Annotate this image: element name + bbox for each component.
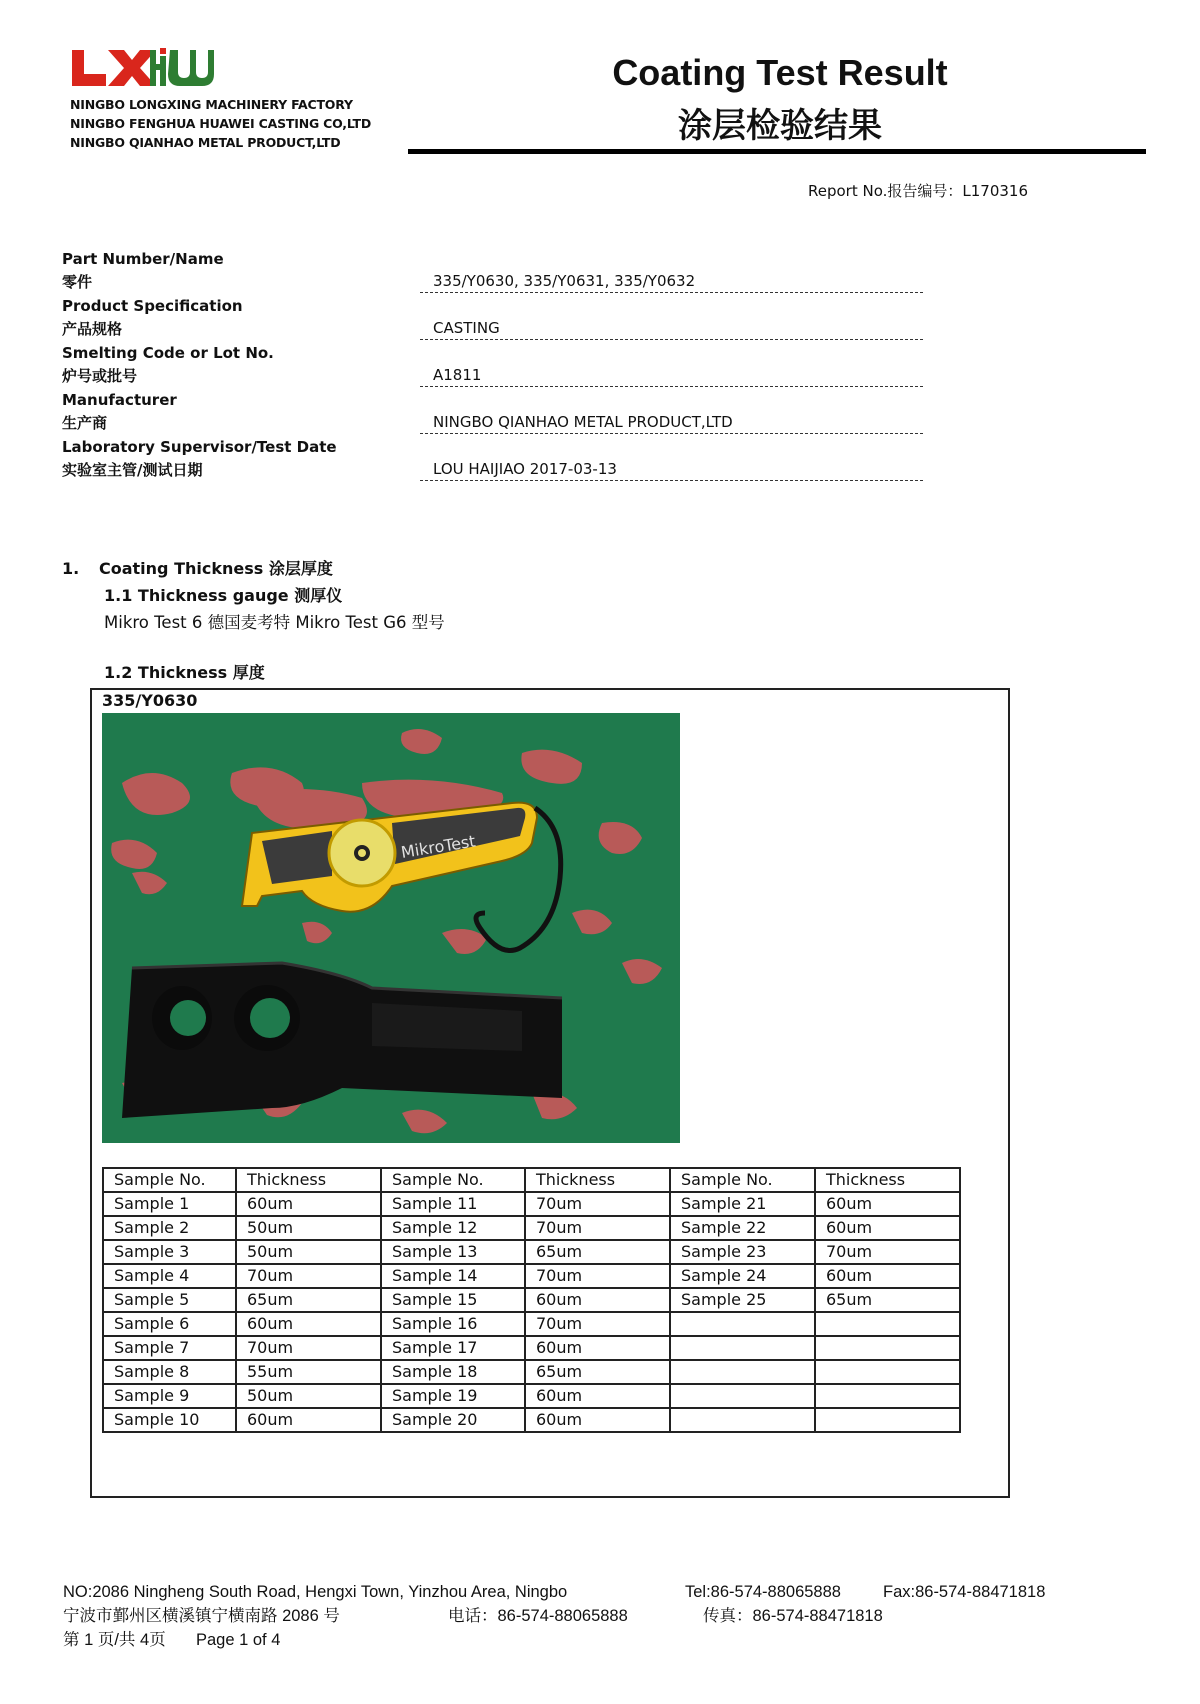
table-cell: 50um [236, 1216, 381, 1240]
table-cell: 60um [236, 1312, 381, 1336]
table-cell [815, 1360, 960, 1384]
title-divider [408, 149, 1146, 154]
table-header-row [103, 1168, 960, 1192]
label-cn: 实验室主管/测试日期 [62, 461, 203, 479]
table-cell: 65um [525, 1360, 670, 1384]
hw-logo-icon [150, 48, 214, 86]
company-names [70, 95, 371, 152]
table-cell [670, 1384, 815, 1408]
label-cn: 生产商 [62, 414, 108, 432]
field-label-product-spec [62, 295, 243, 341]
table-row [103, 1312, 960, 1336]
label-cn: 零件 [62, 273, 93, 291]
table-cell: Sample 12 [381, 1216, 525, 1240]
table-cell: Sample 23 [670, 1240, 815, 1264]
label-en: Laboratory Supervisor/Test Date [62, 438, 337, 456]
table-cell: Sample 9 [103, 1384, 236, 1408]
header-cell: Thickness [525, 1168, 670, 1192]
table-cell: Sample 20 [381, 1408, 525, 1432]
table-cell: Sample 14 [381, 1264, 525, 1288]
table-row [103, 1336, 960, 1360]
table-cell: 60um [815, 1216, 960, 1240]
footer-page-cn: 第 1 页/共 4页 [63, 1631, 166, 1649]
table-row [103, 1408, 960, 1432]
gauge-model: Mikro Test 6 德国麦考特 Mikro Test G6 型号 [104, 613, 445, 632]
field-label-lot-no [62, 342, 274, 388]
table-row [103, 1384, 960, 1408]
table-cell: 70um [525, 1264, 670, 1288]
table-row [103, 1240, 960, 1264]
table-cell: Sample 2 [103, 1216, 236, 1240]
section-number: 1. [62, 559, 80, 578]
table-cell [670, 1360, 815, 1384]
field-label-supervisor-date [62, 436, 337, 482]
table-cell: Sample 16 [381, 1312, 525, 1336]
table-cell [815, 1408, 960, 1432]
table-cell: Sample 22 [670, 1216, 815, 1240]
table-cell: 70um [525, 1312, 670, 1336]
table-cell: Sample 17 [381, 1336, 525, 1360]
document-title-cn: 涂层检验结果 [678, 107, 882, 145]
footer-address-cn: 宁波市鄞州区横溪镇宁横南路 2086 号 [63, 1607, 340, 1625]
table-cell [815, 1336, 960, 1360]
table-cell: Sample 13 [381, 1240, 525, 1264]
label-cn: 炉号或批号 [62, 367, 138, 385]
table-cell: Sample 19 [381, 1384, 525, 1408]
table-cell: Sample 15 [381, 1288, 525, 1312]
table-cell [815, 1384, 960, 1408]
table-cell: 60um [815, 1264, 960, 1288]
label-en: Manufacturer [62, 391, 177, 409]
table-cell: 70um [236, 1264, 381, 1288]
table-cell: 65um [815, 1288, 960, 1312]
field-label-manufacturer [62, 389, 177, 435]
thickness-table [102, 1167, 961, 1433]
table-cell: Sample 8 [103, 1360, 236, 1384]
table-cell: Sample 24 [670, 1264, 815, 1288]
footer-page-en: Page 1 of 4 [196, 1631, 281, 1649]
table-cell: 60um [815, 1192, 960, 1216]
table-row [103, 1192, 960, 1216]
label-en: Part Number/Name [62, 250, 224, 268]
footer-address-en: NO:2086 Ningheng South Road, Hengxi Town, Yinzhou Area, Ningbo [63, 1583, 568, 1601]
table-cell: 65um [236, 1288, 381, 1312]
table-cell: 60um [525, 1336, 670, 1360]
label-en: Product Specification [62, 297, 243, 315]
table-cell: 60um [525, 1408, 670, 1432]
header-cell: Thickness [815, 1168, 960, 1192]
section-1-1-heading: 1.1 Thickness gauge 测厚仪 [104, 586, 343, 605]
table-cell: Sample 7 [103, 1336, 236, 1360]
table-cell [670, 1408, 815, 1432]
document-title-en: Coating Test Result [612, 52, 948, 93]
footer-tel-en: Tel:86-574-88065888 [685, 1583, 841, 1601]
table-cell: Sample 1 [103, 1192, 236, 1216]
table-cell [670, 1312, 815, 1336]
table-cell: Sample 5 [103, 1288, 236, 1312]
section-title: Coating Thickness 涂层厚度 [99, 559, 333, 578]
report-number: Report No.报告编号：L170316 [808, 182, 1029, 200]
label-cn: 产品规格 [62, 320, 123, 338]
table-cell: 50um [236, 1384, 381, 1408]
label-en: Smelting Code or Lot No. [62, 344, 274, 362]
table-cell: 70um [236, 1336, 381, 1360]
table-cell: 70um [525, 1192, 670, 1216]
footer-fax-cn: 传真：86-574-88471818 [703, 1607, 883, 1625]
footer-fax-en: Fax:86-574-88471818 [883, 1583, 1046, 1601]
table-cell: Sample 4 [103, 1264, 236, 1288]
table-row [103, 1360, 960, 1384]
company-name-1: NINGBO LONGXING MACHINERY FACTORY [70, 97, 353, 112]
table-row [103, 1288, 960, 1312]
table-cell [670, 1336, 815, 1360]
table-cell: Sample 11 [381, 1192, 525, 1216]
company-name-3: NINGBO QIANHAO METAL PRODUCT,LTD [70, 135, 341, 150]
section-1-heading [62, 556, 333, 579]
header-cell: Sample No. [381, 1168, 525, 1192]
table-cell: 50um [236, 1240, 381, 1264]
field-label-part-number [62, 248, 224, 294]
header-cell: Sample No. [670, 1168, 815, 1192]
table-cell [815, 1312, 960, 1336]
table-cell: 55um [236, 1360, 381, 1384]
field-value-lot-no: A1811 [420, 365, 923, 387]
table-cell: 70um [525, 1216, 670, 1240]
field-value-supervisor-date: LOU HAIJIAO 2017-03-13 [420, 459, 923, 481]
svg-text:MikroTest: MikroTest [399, 831, 477, 862]
table-row [103, 1216, 960, 1240]
field-value-manufacturer: NINGBO QIANHAO METAL PRODUCT,LTD [420, 412, 923, 434]
field-value-product-spec: CASTING [420, 318, 923, 340]
lx-logo-icon [72, 50, 156, 86]
table-cell: 65um [525, 1240, 670, 1264]
table-cell: 60um [236, 1192, 381, 1216]
table-cell: 60um [236, 1408, 381, 1432]
field-value-part-number: 335/Y0630, 335/Y0631, 335/Y0632 [420, 271, 923, 293]
table-cell: Sample 18 [381, 1360, 525, 1384]
table-cell: Sample 3 [103, 1240, 236, 1264]
section-1-2-heading: 1.2 Thickness 厚度 [104, 663, 265, 682]
header-cell: Thickness [236, 1168, 381, 1192]
sample-part-label: 335/Y0630 [102, 691, 198, 710]
sample-photo [102, 713, 680, 1143]
company-name-2: NINGBO FENGHUA HUAWEI CASTING CO,LTD [70, 116, 372, 131]
table-cell: 70um [815, 1240, 960, 1264]
header-cell: Sample No. [103, 1168, 236, 1192]
table-cell: Sample 21 [670, 1192, 815, 1216]
table-cell: 60um [525, 1288, 670, 1312]
table-cell: Sample 25 [670, 1288, 815, 1312]
table-cell: Sample 6 [103, 1312, 236, 1336]
company-logo [70, 46, 220, 90]
table-row [103, 1264, 960, 1288]
table-cell: Sample 10 [103, 1408, 236, 1432]
table-cell: 60um [525, 1384, 670, 1408]
footer-tel-cn: 电话：86-574-88065888 [448, 1607, 628, 1625]
